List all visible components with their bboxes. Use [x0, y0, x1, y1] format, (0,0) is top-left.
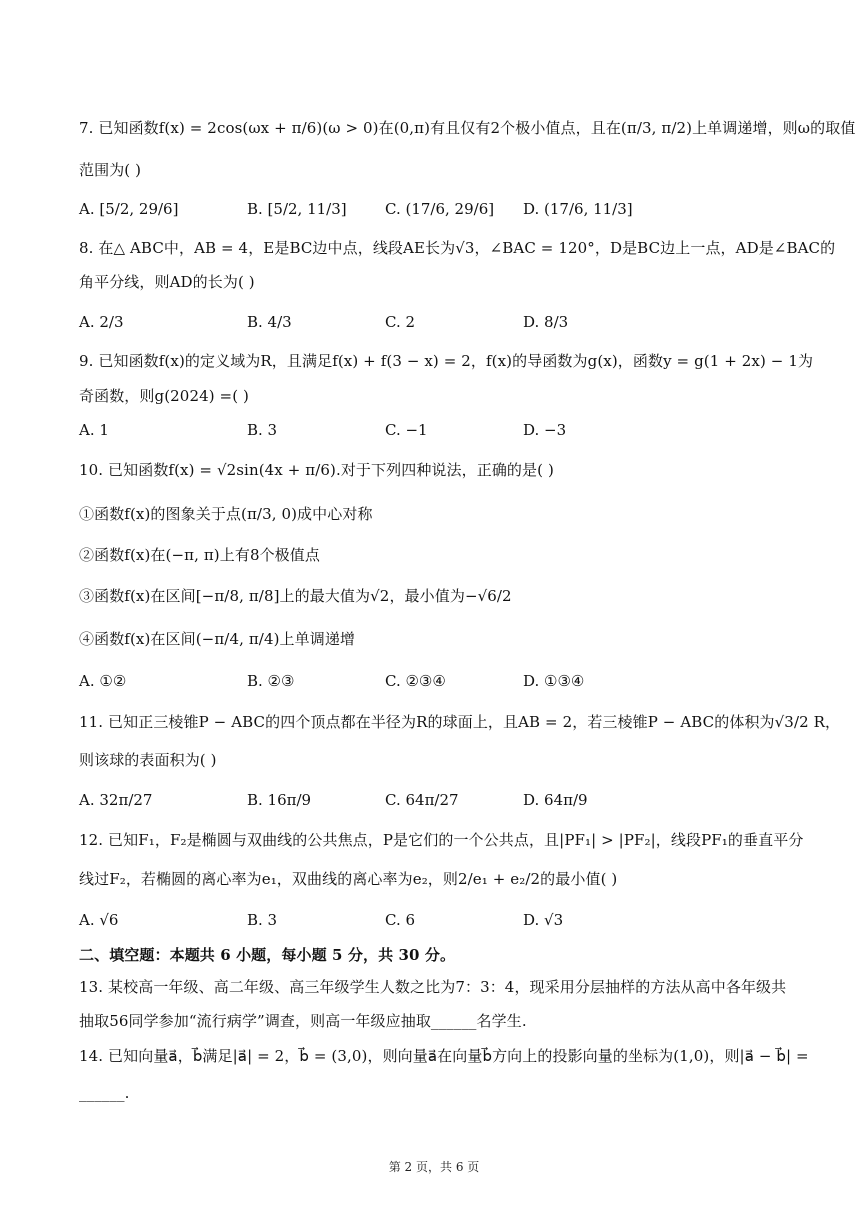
- question-12-option-d: D. √3: [523, 911, 564, 929]
- question-7-line-1: 7. 已知函数f(x) = 2cos(ωx + π/6)(ω > 0)在(0,π)有且仅有2个极小值点，且在(π/3, π/2)上单调递增，则ω的取值: [79, 119, 856, 137]
- question-12-option-a: A. √6: [79, 911, 119, 929]
- question-8-line-1: 8. 在△ ABC中，AB = 4，E是BC边中点，线段AE长为√3，∠BAC = 120°，D是BC边上一点，AD是∠BAC的: [79, 239, 836, 257]
- question-13-line-1: 13. 某校高一年级、高二年级、高三年级学生人数之比为7：3：4，现采用分层抽样的方法从高中各年级共: [79, 978, 787, 996]
- question-7-line-2: 范围为( ): [79, 161, 142, 179]
- question-10-option-d: D. ①③④: [523, 672, 585, 690]
- question-12-line-1: 12. 已知F₁，F₂是椭圆与双曲线的公共焦点，P是它们的一个公共点，且|PF₁| > |PF₂|，线段PF₁的垂直平分: [79, 831, 804, 849]
- question-9-option-a: A. 1: [79, 421, 109, 439]
- question-9-option-d: D. −3: [523, 421, 567, 439]
- question-9-option-b: B. 3: [247, 421, 278, 439]
- question-10-statement-4: ④函数f(x)在区间(−π/4, π/4)上单调递增: [79, 630, 356, 648]
- question-11-option-a: A. 32π/27: [79, 791, 153, 809]
- question-12-options: [79, 908, 798, 932]
- question-9-option-c: C. −1: [385, 421, 428, 439]
- question-14-line-2: ______.: [79, 1084, 130, 1102]
- page-footer: 第 2 页，共 6 页: [388, 1160, 480, 1174]
- question-12-option-b: B. 3: [247, 911, 278, 929]
- question-11-option-b: B. 16π/9: [247, 791, 312, 809]
- question-7-option-d: D. (17/6, 11/3]: [523, 200, 633, 218]
- question-11-option-c: C. 64π/27: [385, 791, 459, 809]
- question-9-line-1: 9. 已知函数f(x)的定义域为R，且满足f(x) + f(3 − x) = 2，f(x)的导函数为g(x)，函数y = g(1 + 2x) − 1为: [79, 352, 814, 370]
- question-12-line-2: 线过F₂，若椭圆的离心率为e₁，双曲线的离心率为e₂，则2/e₁ + e₂/2的最小值( ): [79, 870, 618, 888]
- question-9-options: [79, 418, 798, 442]
- question-10-statement-1: ①函数f(x)的图象关于点(π/3, 0)成中心对称: [79, 505, 373, 523]
- question-11-option-d: D. 64π/9: [523, 791, 588, 809]
- question-14-line-1: 14. 已知向量a⃗，b⃗满足|a⃗| = 2，b⃗ = (3,0)，则向量a⃗在向量b⃗方向上的投影向量的坐标为(1,0)，则|a⃗ − b⃗| =: [79, 1047, 809, 1065]
- question-7-option-c: C. (17/6, 29/6]: [385, 200, 495, 218]
- question-8-option-b: B. 4/3: [247, 313, 292, 331]
- question-10-option-c: C. ②③④: [385, 672, 446, 690]
- question-8-options: [79, 310, 798, 334]
- question-13-line-2: 抽取56同学参加“流行病学”调查，则高一年级应抽取______名学生.: [79, 1012, 527, 1030]
- question-9-line-2: 奇函数，则g(2024) =( ): [79, 387, 249, 405]
- question-10-option-a: A. ①②: [79, 672, 127, 690]
- section-heading-fill-in: 二、填空题：本题共 6 小题，每小题 5 分，共 30 分。: [79, 946, 456, 964]
- question-10-line-1: 10. 已知函数f(x) = √2sin(4x + π/6).对于下列四种说法，正确的是( ): [79, 461, 554, 479]
- question-8-option-c: C. 2: [385, 313, 416, 331]
- question-12-option-c: C. 6: [385, 911, 416, 929]
- question-7-option-a: A. [5/2, 29/6]: [79, 200, 179, 218]
- question-10-options: [79, 669, 798, 693]
- question-10-option-b: B. ②③: [247, 672, 295, 690]
- question-11-options: [79, 788, 798, 812]
- question-11-line-1: 11. 已知正三棱锥P − ABC的四个顶点都在半径为R的球面上，且AB = 2，若三棱锥P − ABC的体积为√3/2 R，: [79, 713, 841, 731]
- question-8-option-a: A. 2/3: [79, 313, 124, 331]
- question-7-option-b: B. [5/2, 11/3]: [247, 200, 347, 218]
- question-10-statement-3: ③函数f(x)在区间[−π/8, π/8]上的最大值为√2，最小值为−√6/2: [79, 587, 512, 605]
- question-8-option-d: D. 8/3: [523, 313, 569, 331]
- question-10-statement-2: ②函数f(x)在(−π, π)上有8个极值点: [79, 546, 320, 564]
- question-8-line-2: 角平分线，则AD的长为( ): [79, 273, 255, 291]
- question-7-options: [79, 197, 798, 221]
- question-11-line-2: 则该球的表面积为( ): [79, 751, 217, 769]
